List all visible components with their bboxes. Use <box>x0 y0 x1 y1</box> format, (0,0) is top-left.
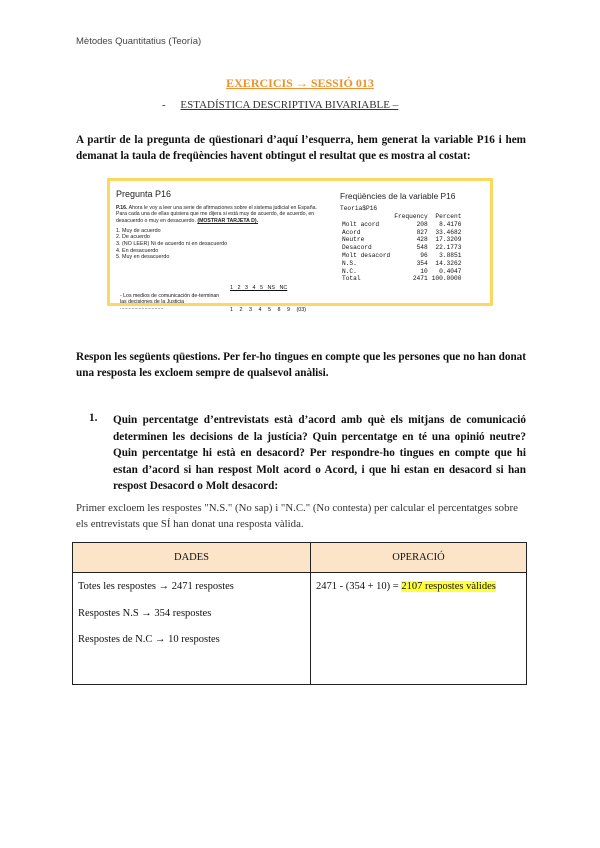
frequency-cell: 354 <box>416 259 428 267</box>
dades-item: Respostes de N.C → 10 respostes <box>78 634 220 645</box>
frequency-cell: 827 <box>416 228 428 236</box>
frequency-cell: 17.3209 <box>435 236 462 244</box>
item-label: - Los medios de comunicación de-terminan las decisiones de la Justicia .............................. <box>120 293 220 312</box>
frequency-cell: Molt desacord <box>342 251 391 259</box>
frequency-header-cell: Percent <box>435 213 462 220</box>
dades-item: Totes les respostes → 2471 respostes <box>78 581 234 592</box>
section-subtitle <box>162 99 398 111</box>
frequency-cell: 8.4176 <box>439 220 462 228</box>
frequency-cell: N.S. <box>342 259 357 267</box>
question-text: Ahora le voy a leer una serie de afirmaciones sobre el sistema judicial en España. Para cada una de ellas quisiera que me dijera si está muy de acuerdo, de acuerdo, en desacuerdo o muy en desacuerdo. <box>116 205 317 224</box>
page-header: Mètodes Quantitatius (Teoría) <box>76 36 202 47</box>
frequency-cell: 208 <box>416 220 428 228</box>
pregunta-title: Pregunta P16 <box>116 189 172 199</box>
scale-header: 1 2 3 4 5 NS NC <box>230 285 288 291</box>
subtitle-text: ESTADÍSTICA DESCRIPTIVA BIVARIABLE – <box>180 99 399 111</box>
frequency-cell: Neutre <box>342 236 365 244</box>
question-block <box>116 205 324 224</box>
dades-header: DADES <box>73 543 311 573</box>
dades-item: Respostes N.S → 354 respostes <box>78 607 212 619</box>
dades-table <box>72 542 527 685</box>
frequency-row <box>340 244 463 252</box>
frequency-row <box>340 236 463 244</box>
option-item: 1. Muy de acuerdo <box>116 227 161 234</box>
frequency-cell: Molt acord <box>342 220 380 228</box>
frequency-command: Teoria$P16 <box>340 205 378 212</box>
questionnaire-panel <box>116 189 324 261</box>
dades-row <box>73 573 527 685</box>
frequency-panel <box>340 191 490 283</box>
frequency-cell: 0.4047 <box>439 267 462 275</box>
frequency-cell: Total <box>342 275 361 283</box>
frequency-cell: 428 <box>416 236 428 244</box>
operacio-cell <box>311 573 527 685</box>
options-list <box>116 228 324 261</box>
option-item: 4. En desacuerdo <box>116 247 159 254</box>
frequency-cell: N.C. <box>342 267 357 275</box>
frequency-cell: 14.3262 <box>435 259 462 267</box>
frequency-header-cell: Frequency <box>394 213 428 220</box>
frequency-row <box>340 268 463 276</box>
frequency-row <box>340 252 463 260</box>
frequency-row <box>340 229 463 237</box>
question-figure <box>107 178 493 313</box>
option-item: 5. Muy en desacuerdo <box>116 254 170 261</box>
frequency-cell: 100.0000 <box>431 275 462 283</box>
frequency-row <box>340 275 463 283</box>
frequency-cell: 3.8851 <box>439 251 462 259</box>
operacio-expression: 2471 - (354 + 10) = <box>316 581 402 592</box>
frequency-cell: 2471 <box>412 275 428 283</box>
frequency-table <box>340 213 463 283</box>
frequency-header-cell <box>340 213 392 221</box>
frequency-header-row <box>340 213 463 221</box>
frequency-cell: 548 <box>416 244 428 252</box>
dades-cell <box>73 573 311 685</box>
frequency-row <box>340 260 463 268</box>
frequency-cell: 10 <box>420 267 428 275</box>
question-text-1: Quin percentatge d’entrevistats està d’acord amb què els mitjans de comunicació determinen les decisions de la justícia? Quin percentatge en té una opinió neutre? Quin percentatge hi està en desacord? Per respondre-ho tingues en compte que hi estan d’acord si han respost Molt acord o Acord, i que hi estan en desacord si han respost Desacord o Molt desacord: <box>113 414 526 492</box>
scale-row: 1 2 3 4 5 8 9 (03) <box>230 307 307 313</box>
answer-intro: Primer excloem les respostes "N.S." (No sap) i "N.C." (No contesta) per calcular el percentatges sobre els entrevistats que SÍ han donat una resposta vàlida. <box>76 502 518 530</box>
frequency-cell: 96 <box>420 251 428 259</box>
option-item: 2. De acuerdo <box>116 234 150 241</box>
frequency-cell: Desacord <box>342 244 372 252</box>
operacio-result: 2107 respostes vàlides <box>401 581 496 592</box>
instructions-paragraph: Respon les següents qüestions. Per fer-ho tingues en compte que les persones que no han donat una resposta les excloem sempre de qualsevol anàlisi. <box>76 351 526 379</box>
frequency-row <box>340 221 463 229</box>
question-instruction: (MOSTRAR TARJETA D). <box>197 217 259 224</box>
option-item: 3. (NO LEER) Ni de acuerdo ni en desacuerdo <box>116 241 228 248</box>
frequency-cell: 22.1773 <box>435 244 462 252</box>
operacio-header: OPERACIÓ <box>311 543 527 573</box>
subtitle-dash: - <box>162 99 166 111</box>
dades-header-row <box>73 543 527 573</box>
page-title: EXERCICIS → SESSIÓ 013 <box>226 76 374 90</box>
frequency-cell: 33.4682 <box>435 228 462 236</box>
frequency-cell: Acord <box>342 228 361 236</box>
frequency-title: Freqüències de la variable P16 <box>340 191 456 201</box>
question-number: 1. <box>89 412 98 424</box>
question-code: P.16. <box>116 205 128 211</box>
intro-paragraph: A partir de la pregunta de qüestionari d’aquí l’esquerra, hem generat la variable P16 i hem demanat la taula de freqüències havent obtingut el resultat que es mostra al costat: <box>76 134 526 162</box>
